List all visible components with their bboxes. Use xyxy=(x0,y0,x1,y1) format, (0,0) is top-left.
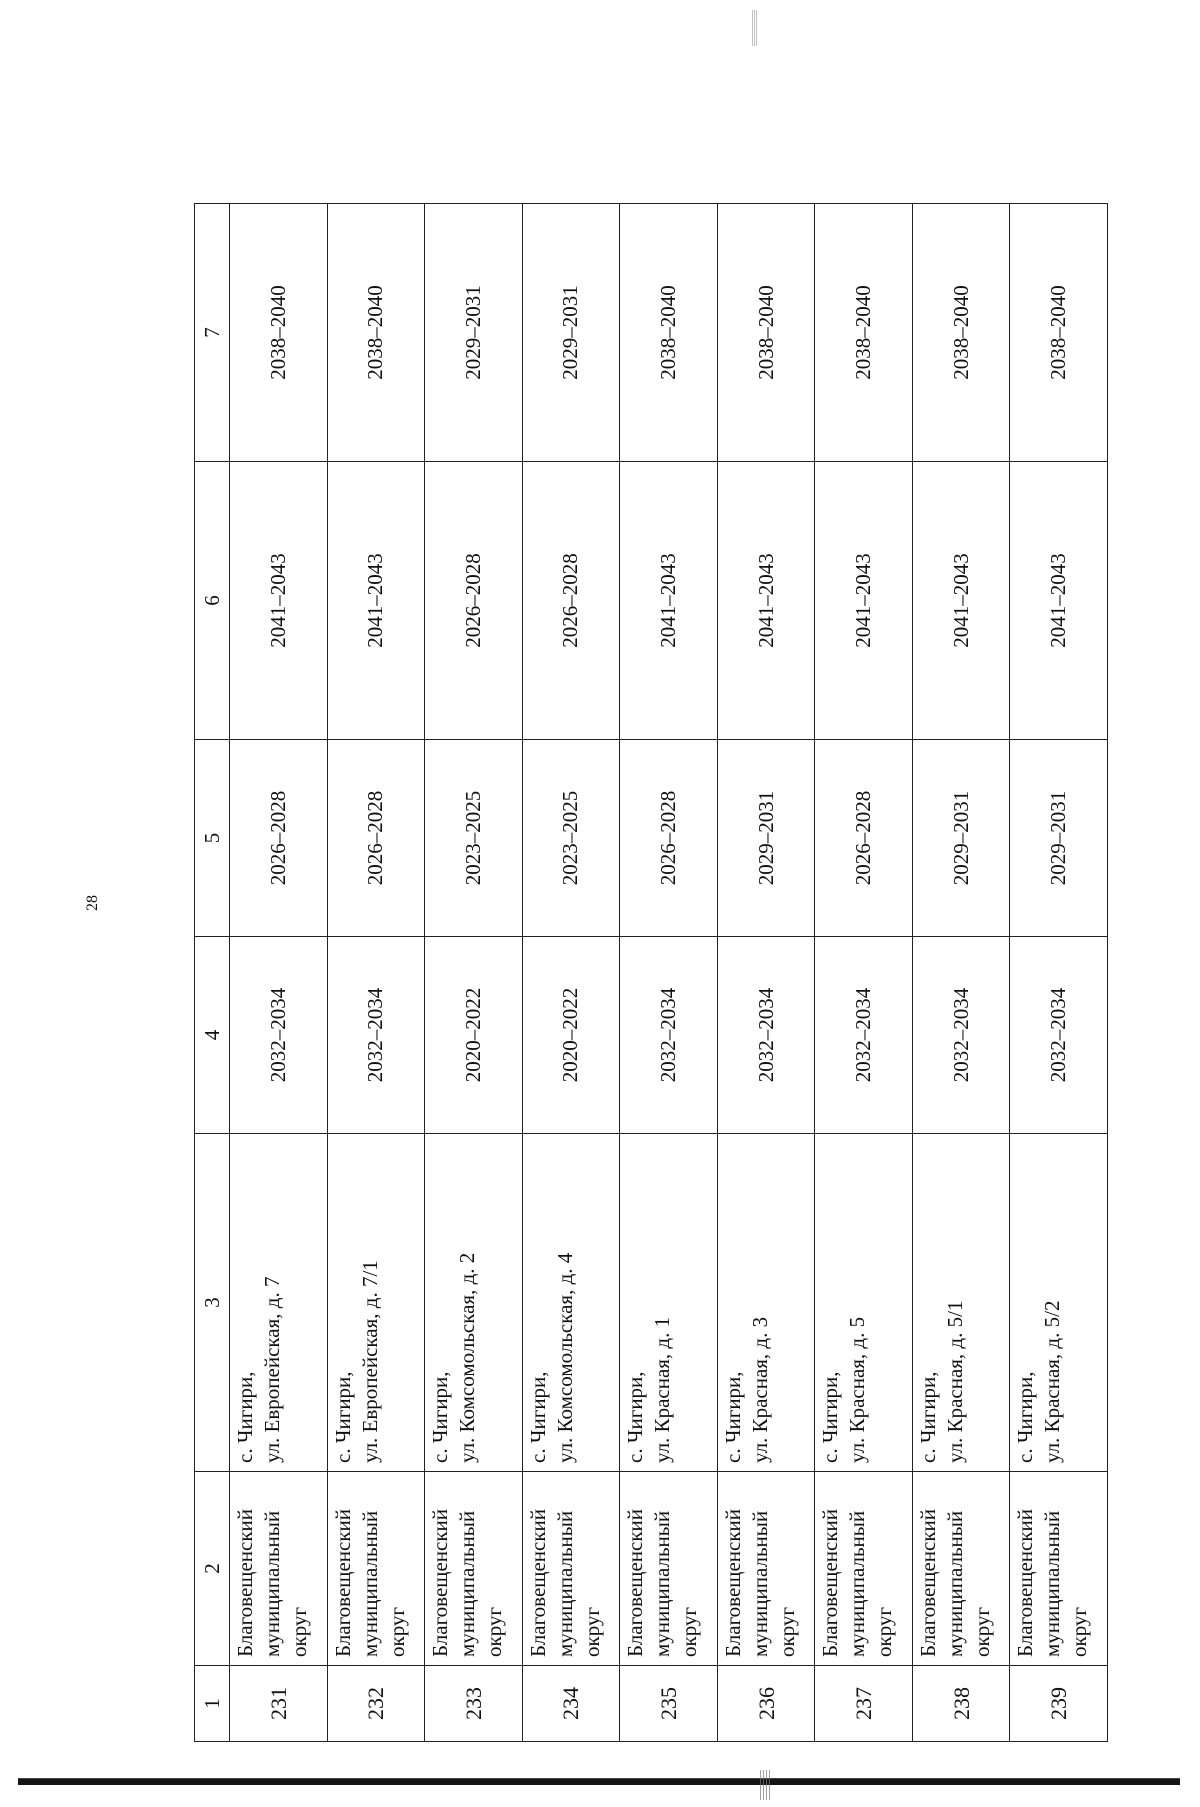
period-cell-c6: 2041–2043 xyxy=(912,462,1010,740)
table-row xyxy=(327,204,425,1742)
district-line: муниципальный xyxy=(845,1510,870,1657)
column-header: 4 xyxy=(195,937,230,1134)
period-cell-c6: 2026–2028 xyxy=(522,462,620,740)
address-line: ул. Красная, д. 1 xyxy=(650,1316,675,1463)
scan-artifact-top xyxy=(752,10,758,46)
period-cell-c4: 2032–2034 xyxy=(815,937,913,1134)
table-row xyxy=(230,204,328,1742)
address-cell xyxy=(815,1134,913,1472)
column-header: 2 xyxy=(195,1472,230,1666)
address-line: ул. Красная, д. 5 xyxy=(845,1316,870,1463)
address-line: ул. Красная, д. 5/2 xyxy=(1040,1300,1065,1463)
district-line: Благовещенский xyxy=(525,1508,550,1657)
district-line: муниципальный xyxy=(357,1510,382,1657)
address-line: с. Чигири, xyxy=(720,1371,745,1463)
district-line: округ xyxy=(969,1606,994,1657)
table-row xyxy=(717,204,815,1742)
period-cell-c6: 2041–2043 xyxy=(620,462,718,740)
period-cell-c7: 2038–2040 xyxy=(230,204,328,462)
column-header: 7 xyxy=(195,204,230,462)
period-cell-c7: 2038–2040 xyxy=(717,204,815,462)
district-line: муниципальный xyxy=(455,1510,480,1657)
district-line: муниципальный xyxy=(747,1510,772,1657)
district-line: Благовещенский xyxy=(330,1508,355,1657)
address-cell xyxy=(522,1134,620,1472)
address-cell xyxy=(230,1134,328,1472)
period-cell-c6: 2041–2043 xyxy=(815,462,913,740)
housing-repair-schedule-table xyxy=(194,203,1108,1742)
period-cell-c7: 2038–2040 xyxy=(1010,204,1108,462)
district-cell xyxy=(1010,1472,1108,1666)
period-cell-c7: 2038–2040 xyxy=(815,204,913,462)
district-cell xyxy=(912,1472,1010,1666)
address-line: с. Чигири, xyxy=(915,1371,940,1463)
district-line: Благовещенский xyxy=(233,1508,257,1657)
period-cell-c7: 2038–2040 xyxy=(620,204,718,462)
district-line: округ xyxy=(774,1606,799,1657)
district-cell xyxy=(230,1472,328,1666)
period-cell-c6: 2041–2043 xyxy=(327,462,425,740)
period-cell-c4: 2032–2034 xyxy=(230,937,328,1134)
column-header: 3 xyxy=(195,1134,230,1472)
period-cell-c5: 2029–2031 xyxy=(912,740,1010,937)
period-cell-c5: 2026–2028 xyxy=(620,740,718,937)
row-number-cell: 235 xyxy=(620,1666,718,1742)
district-line: округ xyxy=(384,1606,409,1657)
district-line: Благовещенский xyxy=(720,1508,745,1657)
district-line: округ xyxy=(287,1606,311,1657)
period-cell-c4: 2020–2022 xyxy=(425,937,523,1134)
period-cell-c4: 2032–2034 xyxy=(912,937,1010,1134)
period-cell-c5: 2023–2025 xyxy=(522,740,620,937)
district-line: Благовещенский xyxy=(915,1508,940,1657)
address-cell xyxy=(425,1134,523,1472)
column-header: 1 xyxy=(195,1666,230,1742)
district-cell xyxy=(717,1472,815,1666)
address-line: с. Чигири, xyxy=(1013,1371,1038,1463)
district-line: муниципальный xyxy=(650,1510,675,1657)
period-cell-c6: 2041–2043 xyxy=(717,462,815,740)
district-cell xyxy=(620,1472,718,1666)
address-cell xyxy=(1010,1134,1108,1472)
table-header-row xyxy=(195,204,230,1742)
table-row xyxy=(815,204,913,1742)
district-line: округ xyxy=(579,1606,604,1657)
table-row xyxy=(620,204,718,1742)
district-cell xyxy=(522,1472,620,1666)
row-number-cell: 237 xyxy=(815,1666,913,1742)
row-number-cell: 231 xyxy=(230,1666,328,1742)
period-cell-c6: 2041–2043 xyxy=(1010,462,1108,740)
district-line: муниципальный xyxy=(260,1510,284,1657)
address-line: с. Чигири, xyxy=(525,1371,550,1463)
period-cell-c5: 2026–2028 xyxy=(230,740,328,937)
scan-artifact-bottom xyxy=(760,1770,772,1800)
address-line: ул. Красная, д. 5/1 xyxy=(942,1300,967,1463)
row-number-cell: 234 xyxy=(522,1666,620,1742)
address-line: с. Чигири, xyxy=(233,1371,257,1463)
address-line: ул. Европейская, д. 7 xyxy=(260,1276,284,1463)
district-line: муниципальный xyxy=(942,1510,967,1657)
period-cell-c5: 2029–2031 xyxy=(1010,740,1108,937)
period-cell-c4: 2032–2034 xyxy=(620,937,718,1134)
table-row xyxy=(1010,204,1108,1742)
column-header: 6 xyxy=(195,462,230,740)
address-line: ул. Красная, д. 3 xyxy=(747,1316,772,1463)
row-number-cell: 239 xyxy=(1010,1666,1108,1742)
row-number-cell: 238 xyxy=(912,1666,1010,1742)
address-line: с. Чигири, xyxy=(818,1371,843,1463)
district-line: Благовещенский xyxy=(818,1508,843,1657)
address-cell xyxy=(327,1134,425,1472)
table-row xyxy=(425,204,523,1742)
address-line: ул. Европейская, д. 7/1 xyxy=(357,1260,382,1463)
district-line: муниципальный xyxy=(552,1510,577,1657)
table-row xyxy=(912,204,1010,1742)
district-line: округ xyxy=(1067,1606,1092,1657)
period-cell-c6: 2026–2028 xyxy=(425,462,523,740)
period-cell-c7: 2038–2040 xyxy=(912,204,1010,462)
period-cell-c5: 2026–2028 xyxy=(815,740,913,937)
district-line: округ xyxy=(482,1606,507,1657)
period-cell-c4: 2032–2034 xyxy=(717,937,815,1134)
row-number-cell: 236 xyxy=(717,1666,815,1742)
scan-edge-bar xyxy=(18,1778,1180,1785)
address-line: с. Чигири, xyxy=(330,1371,355,1463)
row-number-cell: 232 xyxy=(327,1666,425,1742)
period-cell-c6: 2041–2043 xyxy=(230,462,328,740)
period-cell-c5: 2029–2031 xyxy=(717,740,815,937)
address-line: ул. Комсомольская, д. 2 xyxy=(455,1252,480,1463)
address-cell xyxy=(912,1134,1010,1472)
rotated-table-container xyxy=(194,204,1108,1742)
district-line: округ xyxy=(872,1606,897,1657)
column-header: 5 xyxy=(195,740,230,937)
period-cell-c7: 2029–2031 xyxy=(522,204,620,462)
district-cell xyxy=(815,1472,913,1666)
district-line: Благовещенский xyxy=(1013,1508,1038,1657)
period-cell-c5: 2026–2028 xyxy=(327,740,425,937)
period-cell-c7: 2029–2031 xyxy=(425,204,523,462)
address-line: с. Чигири, xyxy=(623,1371,648,1463)
district-line: округ xyxy=(677,1606,702,1657)
table-body xyxy=(230,204,1108,1742)
period-cell-c4: 2032–2034 xyxy=(1010,937,1108,1134)
district-line: Благовещенский xyxy=(428,1508,453,1657)
address-line: ул. Комсомольская, д. 4 xyxy=(552,1252,577,1463)
district-cell xyxy=(425,1472,523,1666)
period-cell-c4: 2032–2034 xyxy=(327,937,425,1134)
table-row xyxy=(522,204,620,1742)
row-number-cell: 233 xyxy=(425,1666,523,1742)
period-cell-c4: 2020–2022 xyxy=(522,937,620,1134)
address-line: с. Чигири, xyxy=(428,1371,453,1463)
period-cell-c5: 2023–2025 xyxy=(425,740,523,937)
district-line: Благовещенский xyxy=(623,1508,648,1657)
district-cell xyxy=(327,1472,425,1666)
address-cell xyxy=(717,1134,815,1472)
page-number: 28 xyxy=(84,895,101,911)
address-cell xyxy=(620,1134,718,1472)
district-line: муниципальный xyxy=(1040,1510,1065,1657)
period-cell-c7: 2038–2040 xyxy=(327,204,425,462)
